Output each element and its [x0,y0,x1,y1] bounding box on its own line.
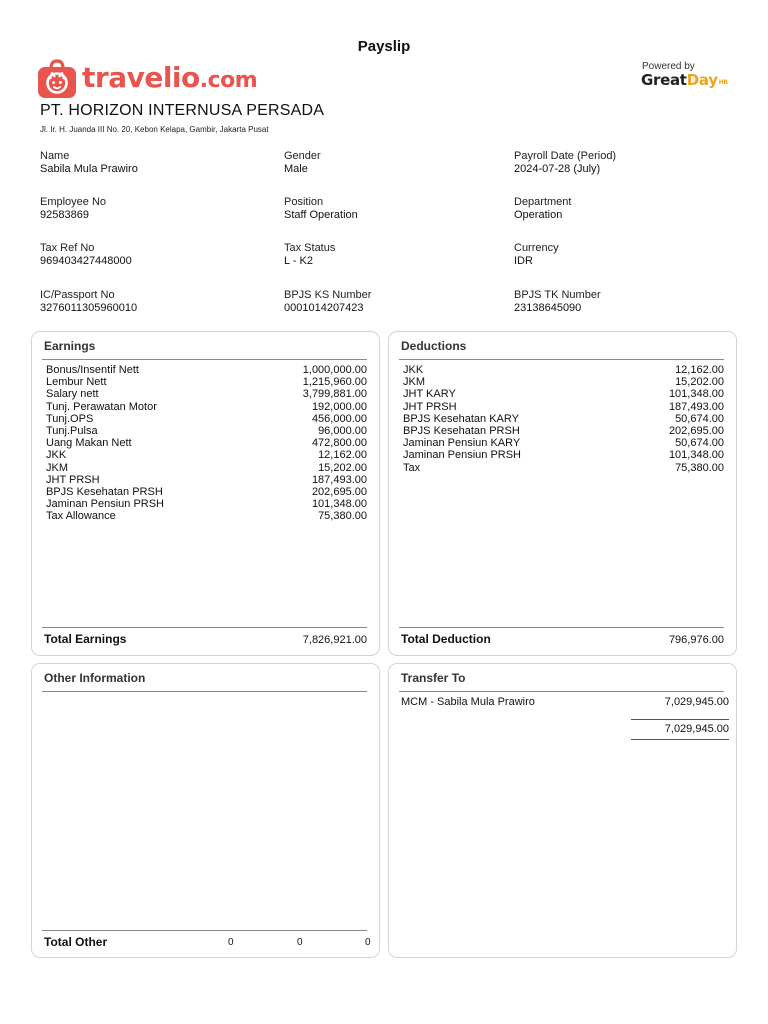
bpjs-ks-field [284,289,371,315]
greatday-brand-accent: Day [686,71,718,89]
deductions-header-divider [399,359,724,360]
transfer-row [401,696,729,708]
deduction-amount: 50,674.00 [675,437,724,450]
earning-amount: 1,000,000.00 [302,364,367,376]
deduction-label: Jaminan Pensiun PRSH [403,449,522,462]
field-value: IDR [514,255,533,267]
earning-label: Tunj.OPS [46,412,94,425]
earning-label: Salary nett [46,388,99,401]
transfer-amount: 7,029,945.00 [664,696,729,708]
transfer-to-title: Transfer To [401,671,466,685]
deductions-title: Deductions [401,339,467,353]
earning-amount: 75,380.00 [318,510,367,523]
deduction-label: Tax [403,461,421,474]
earning-amount: 1,215,960.00 [302,376,367,389]
field-value: Operation [514,209,563,221]
field-value: 969403427448000 [40,255,132,267]
total-other-value: 0 [228,937,234,948]
earning-label: JHT PRSH [46,473,100,486]
total-earnings-value: 7,826,921.00 [302,634,367,646]
greatday-brand-main: Great [641,71,687,89]
earnings-row [46,510,367,522]
deduction-amount: 187,493.00 [668,400,724,413]
field-value: 2024-07-28 (July) [514,163,601,175]
earnings-row [46,401,367,413]
field-value: 23138645090 [514,302,582,314]
deductions-total-divider [399,627,724,628]
deductions-row [403,364,724,376]
earnings-row [46,437,367,449]
deduction-label: BPJS Kesehatan KARY [403,412,519,425]
field-value: L - K2 [284,255,313,267]
transfer-total: 7,029,945.00 [631,719,729,740]
deductions-row [403,437,724,449]
earning-amount: 12,162.00 [318,449,367,462]
field-label: Tax Status [284,242,336,254]
total-other-value: 0 [297,937,303,948]
earnings-header-divider [42,359,367,360]
earning-label: Jaminan Pensiun PRSH [46,498,165,511]
earning-label: Tax Allowance [46,510,116,523]
earnings-panel [31,331,380,656]
other-information-panel [31,663,380,958]
passport-field [40,289,137,315]
field-value: 92583869 [40,209,89,221]
field-label: Name [40,150,70,162]
total-other-label: Total Other [44,935,108,949]
field-label: Gender [284,150,321,162]
field-label: Tax Ref No [40,242,95,254]
transfer-recipient: MCM - Sabila Mula Prawiro [401,696,535,708]
field-label: Position [284,196,324,208]
earning-amount: 187,493.00 [311,473,367,486]
payslip-title: Payslip [357,38,411,55]
earnings-list [46,364,367,523]
earnings-title: Earnings [44,339,96,353]
deduction-amount: 75,380.00 [675,461,724,474]
transfer-to-panel [388,663,737,958]
bpjs-tk-field [514,289,601,315]
earning-label: Bonus/Insentif Nett [46,364,139,376]
deduction-label: Jaminan Pensiun KARY [403,437,521,450]
total-earnings-label: Total Earnings [44,632,127,646]
powered-by-label: Powered by [642,61,695,72]
deduction-amount: 202,695.00 [668,425,724,438]
tax-status-field [284,242,335,268]
transfer-header-divider [399,691,724,692]
deductions-list [403,364,724,474]
other-header-divider [42,691,367,692]
earning-amount: 192,000.00 [311,400,367,413]
field-label: Department [514,196,572,208]
earnings-row [46,364,367,376]
deduction-label: JHT KARY [403,388,456,401]
earnings-row [46,413,367,425]
field-value: Sabila Mula Prawiro [40,163,138,175]
earnings-row [46,498,367,510]
department-field [514,196,571,222]
deduction-amount: 50,674.00 [675,412,724,425]
deductions-row [403,449,724,461]
deduction-label: JKM [403,376,425,389]
field-label: Employee No [40,196,107,208]
field-label: BPJS TK Number [514,289,601,301]
earnings-row [46,474,367,486]
field-value: 3276011305960010 [40,302,138,314]
currency-field [514,242,559,268]
earnings-row [46,425,367,437]
deductions-row [403,401,724,413]
earnings-row [46,449,367,461]
deduction-label: BPJS Kesehatan PRSH [403,425,520,438]
travelio-wordmark [82,58,257,101]
field-value: Male [284,163,308,175]
deductions-panel [388,331,737,656]
total-other-value: 0 [365,937,371,948]
deduction-amount: 15,202.00 [675,376,724,389]
other-information-title: Other Information [44,671,146,685]
field-label: IC/Passport No [40,289,115,301]
total-deduction-value: 796,976.00 [668,634,724,646]
earning-label: BPJS Kesehatan PRSH [46,486,163,499]
travelio-brand: travelio [82,60,200,94]
earning-label: Uang Makan Nett [46,437,132,450]
tax-ref-field [40,242,132,268]
payroll-date-field [514,150,616,176]
earning-label: Lembur Nett [46,376,107,389]
earning-label: Tunj.Pulsa [46,425,98,438]
earning-amount: 456,000.00 [311,412,367,425]
deduction-amount: 12,162.00 [675,364,724,376]
earnings-row [46,388,367,400]
earning-amount: 101,348.00 [311,498,367,511]
greatday-logo [641,71,728,89]
deductions-row [403,462,724,474]
deductions-row [403,376,724,388]
deductions-row [403,413,724,425]
company-address: Jl. Ir. H. Juanda III No. 20, Kebon Kelapa, Gambir, Jakarta Pusat [40,125,269,134]
earnings-total-divider [42,627,367,628]
greatday-brand-sup: HR [718,79,728,86]
earning-amount: 472,800.00 [311,437,367,450]
gender-field [284,150,321,176]
earning-amount: 15,202.00 [318,461,367,474]
deduction-label: JHT PRSH [403,400,457,413]
deduction-amount: 101,348.00 [668,449,724,462]
position-field [284,196,358,222]
deduction-label: JKK [403,364,424,376]
earning-label: JKK [46,449,67,462]
earning-amount: 96,000.00 [318,425,367,438]
travelio-logo [37,59,257,99]
earning-amount: 3,799,881.00 [302,388,367,401]
earning-label: Tunj. Perawatan Motor [46,400,157,413]
employee-name-field [40,150,138,176]
field-label: BPJS KS Number [284,289,372,301]
travelio-bag-icon [37,59,77,99]
employee-no-field [40,196,106,222]
deduction-amount: 101,348.00 [668,388,724,401]
earning-label: JKM [46,461,68,474]
field-label: Payroll Date (Period) [514,150,617,162]
field-value: Staff Operation [284,209,358,221]
earning-amount: 202,695.00 [311,486,367,499]
earnings-row [46,376,367,388]
total-deduction-label: Total Deduction [401,632,491,646]
earnings-row [46,486,367,498]
travelio-suffix: .com [199,67,258,93]
company-name: PT. HORIZON INTERNUSA PERSADA [40,102,325,119]
earnings-row [46,462,367,474]
field-label: Currency [514,242,559,254]
deductions-row [403,425,724,437]
field-value: 0001014207423 [284,302,364,314]
other-total-divider [42,930,367,931]
deductions-row [403,388,724,400]
